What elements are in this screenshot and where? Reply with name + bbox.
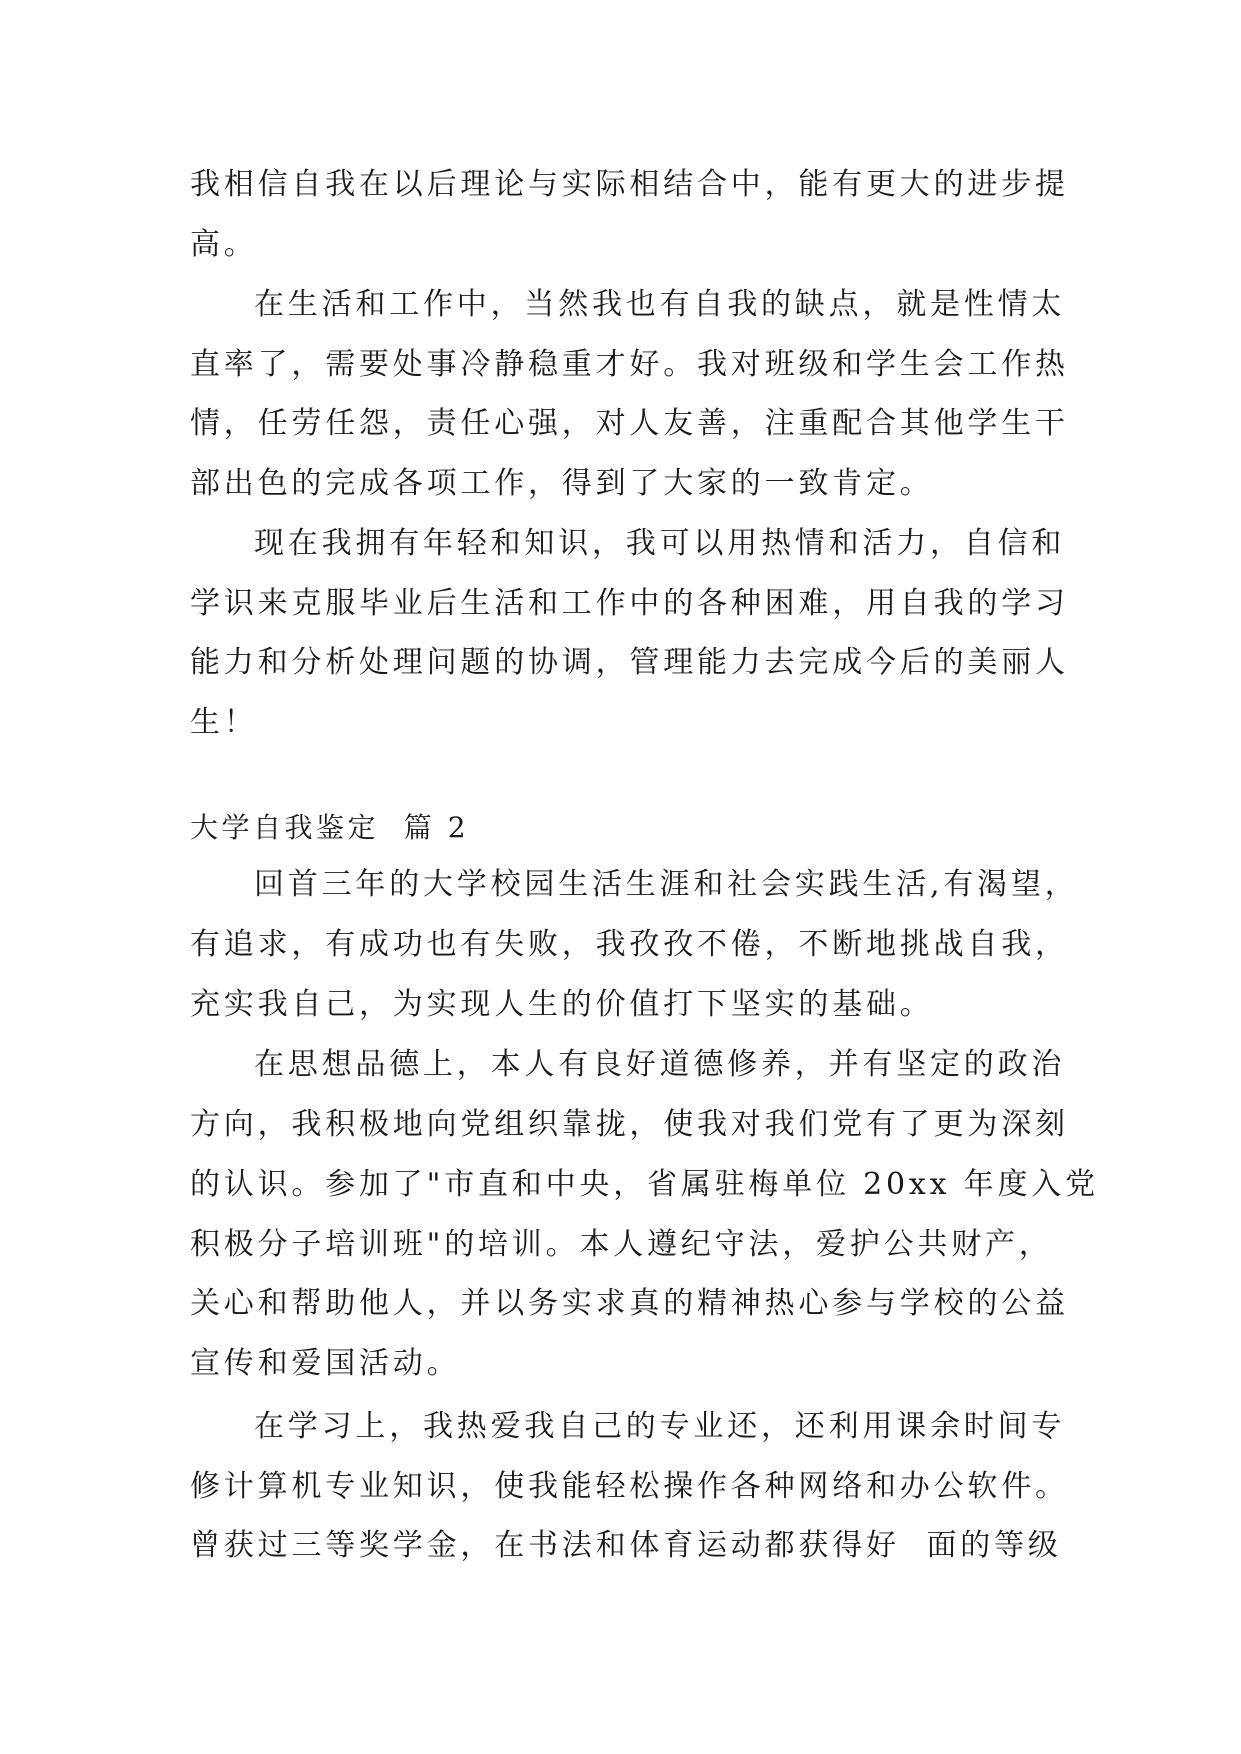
text-line: 直率了，需要处事冷静稳重才好。我对班级和学生会工作热 [190,347,1069,382]
text-line: 充实我自己，为实现人生的价值打下坚实的基础。 [190,987,934,1022]
text-line: 回首三年的大学校园生活生涯和社会实践生活,有渴望， [254,867,1079,902]
text-line: 的认识。参加了"市直和中央，省属驻梅单位 20xx 年度入党 [190,1167,1099,1202]
text-line: 方向，我积极地向党组织靠拢，使我对我们党有了更为深刻 [190,1107,1069,1142]
text-line: 在思想品德上，本人有良好道德修养，并有坚定的政治 [254,1047,1066,1082]
text-line: 关心和帮助他人，并以务实求真的精神热心参与学校的公益 [190,1286,1069,1321]
text-line: 现在我拥有年轻和知识，我可以用热情和活力，自信和 [254,526,1066,561]
text-line: 能力和分析处理问题的协调，管理能力去完成今后的美丽人 [190,645,1069,680]
text-line: 高。 [190,227,258,262]
text-line: 修计算机专业知识，使我能轻松操作各种网络和办公软件。 [190,1469,1069,1504]
text-line: 我相信自我在以后理论与实际相结合中，能有更大的进步提 [190,167,1069,202]
text-line: 曾获过三等奖学金，在书法和体育运动都获得好 面的等级 [190,1528,1062,1563]
text-line: 积极分子培训班"的培训。本人遵纪守法，爱护公共财产， [190,1227,1053,1262]
text-line: 有追求，有成功也有失败，我孜孜不倦，不断地挑战自我， [190,927,1069,962]
text-line: 情，任劳任怨，责任心强，对人友善，注重配合其他学生干 [190,406,1069,441]
text-line: 在学习上，我热爱我自己的专业还，还利用课余时间专 [254,1409,1066,1444]
section-heading: 大学自我鉴定 篇 2 [190,811,470,844]
text-line: 宣传和爱国活动。 [190,1346,461,1381]
text-line: 部出色的完成各项工作，得到了大家的一致肯定。 [190,466,934,501]
text-line: 生！ [190,705,258,740]
text-line: 在生活和工作中，当然我也有自我的缺点，就是性情太 [254,287,1066,322]
text-line: 学识来克服毕业后生活和工作中的各种困难，用自我的学习 [190,586,1069,621]
